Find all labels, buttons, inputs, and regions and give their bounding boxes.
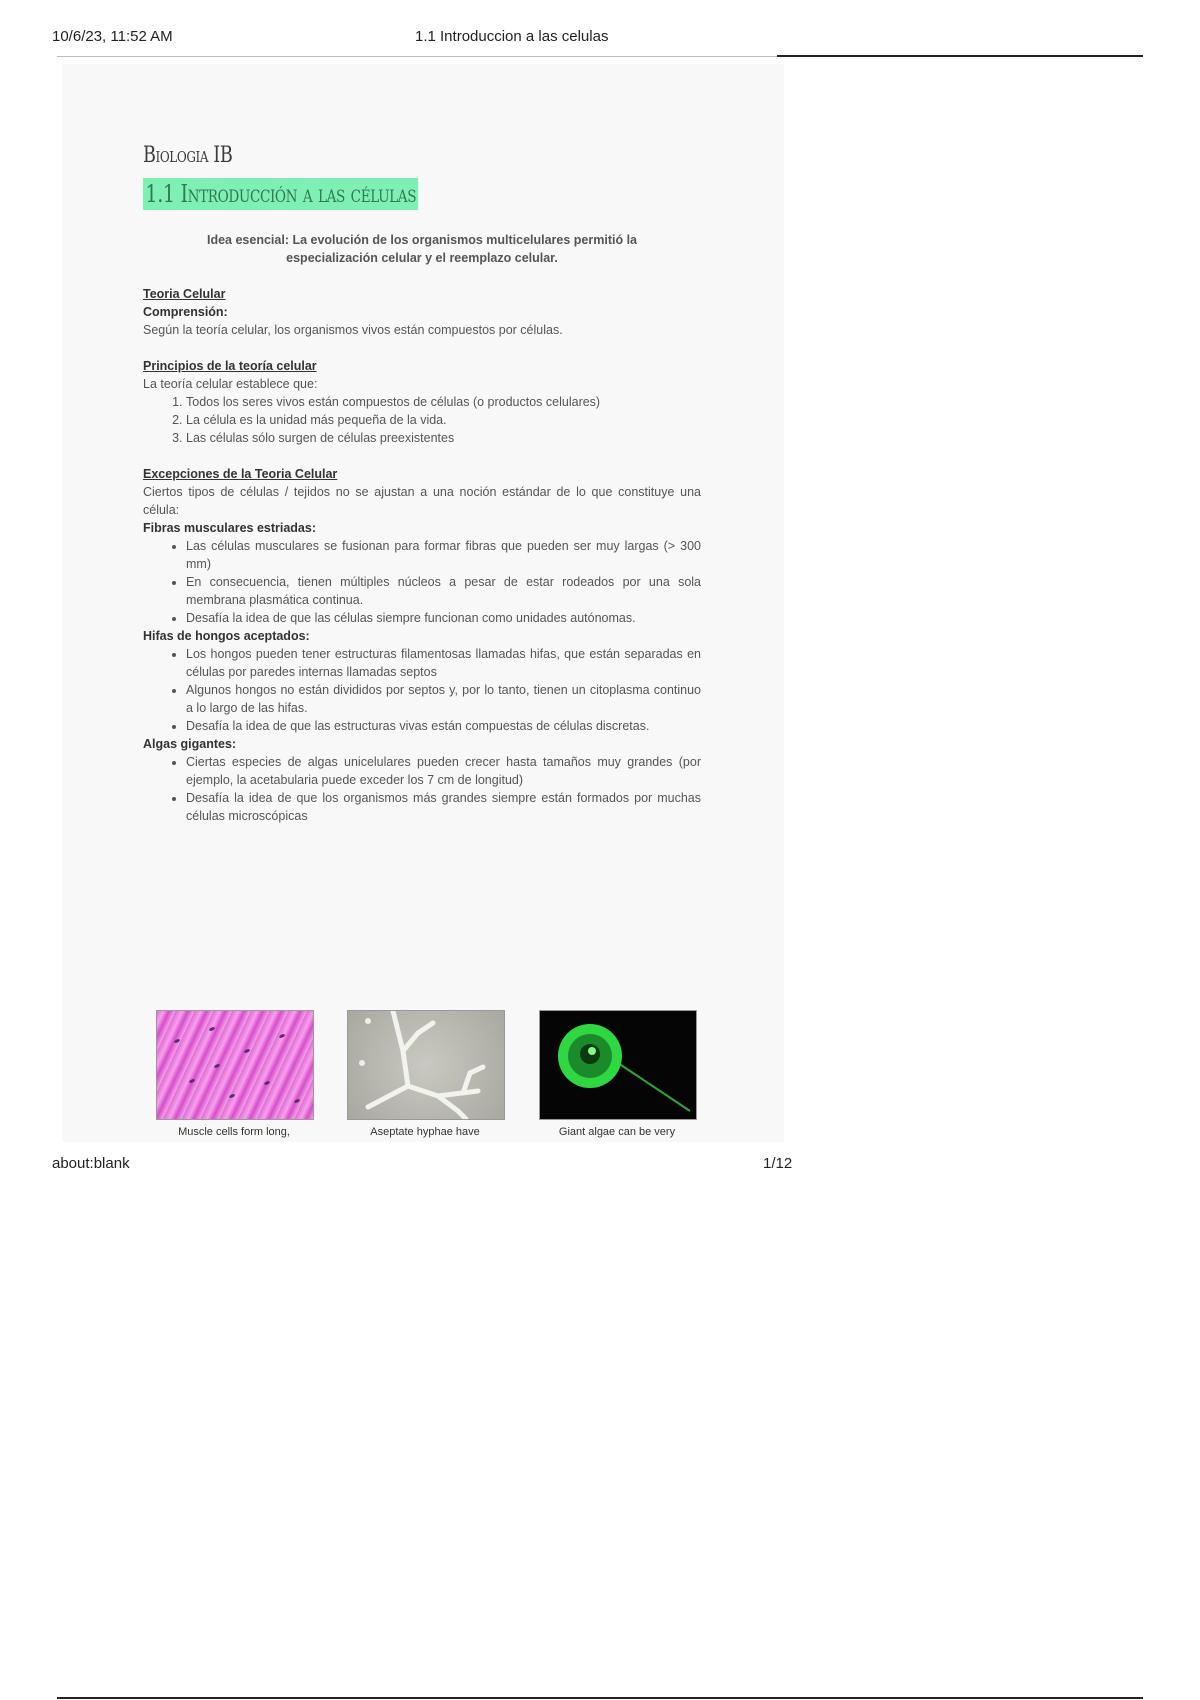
figure-giant-algae: [539, 1010, 697, 1120]
list-item: 3. Las células sólo surgen de células preexistentes: [186, 429, 701, 447]
section-heading: Principios de la teoría celular: [143, 359, 317, 373]
list-item: • Desafía la idea de que las células siempre funcionan como unidades autónomas.: [186, 609, 701, 627]
idea-esencial: Idea esencial: La evolución de los organismos multicelulares permitió la especialización celular y el reemplazo celular.: [207, 233, 637, 265]
subsection-heading: Algas gigantes:: [143, 737, 237, 751]
section-teoria-celular: [143, 285, 701, 339]
list-item: • En consecuencia, tienen múltiples núcleos a pesar de estar rodeados por una sola membrana plasmática continua.: [186, 573, 701, 609]
paragraph: La teoría celular establece que:: [143, 377, 318, 391]
principles-list: [143, 393, 701, 447]
figure-hyphae: [347, 1010, 505, 1120]
list-item: 2. La célula es la unidad más pequeña de la vida.: [186, 411, 701, 429]
print-footer-page-number: 1/12: [763, 1155, 793, 1172]
hyphae-filament-icon: [348, 1011, 504, 1119]
section-subheading: Comprensión:: [143, 305, 228, 319]
figure-caption: Aseptate hyphae have: [370, 1126, 480, 1138]
paragraph: Según la teoría celular, los organismos vivos están compuestos por células.: [143, 323, 563, 337]
list-item: • Desafía la idea de que los organismos más grandes siempre están formados por muchas células microscópicas: [186, 789, 701, 825]
figure-caption: Giant algae can be very: [558, 1126, 676, 1138]
section-heading: Excepciones de la Teoria Celular: [143, 467, 338, 481]
algas-list: [143, 753, 701, 825]
list-item: • Ciertas especies de algas unicelulares pueden crecer hasta tamaños muy grandes (por ejemplo, la acetabularia puede exceder los 7 cm de longitud): [186, 753, 701, 789]
print-header-title: 1.1 Introduccion a las celulas: [415, 28, 609, 45]
muscle-nuclei-icon: [157, 1011, 313, 1119]
list-item: • Desafía la idea de que las estructuras vivas están compuestas de células discretas.: [186, 717, 701, 735]
subsection-heading: Fibras musculares estriadas:: [143, 521, 316, 535]
figure-muscle-cells: [156, 1010, 314, 1120]
list-item: • Los hongos pueden tener estructuras filamentosas llamadas hifas, que están separadas en células por paredes internas llamadas septos: [186, 645, 701, 681]
section-heading: Teoria Celular: [143, 287, 226, 301]
print-header-datetime: 10/6/23, 11:52 AM: [52, 28, 173, 45]
print-footer-url: about:blank: [52, 1155, 130, 1172]
list-item: • Las células musculares se fusionan para formar fibras que pueden ser muy largas (> 300 mm): [186, 537, 701, 573]
fibras-list: [143, 537, 701, 627]
hifas-list: [143, 645, 701, 735]
section-excepciones: [143, 465, 701, 825]
header-divider: [57, 56, 777, 57]
list-item: • Algunos hongos no están divididos por septos y, por lo tanto, tienen un citoplasma continuo a lo largo de las hifas.: [186, 681, 701, 717]
list-item: 1. Todos los seres vivos están compuestos de células (o productos celulares): [186, 393, 701, 411]
section-principios: [143, 357, 701, 447]
paragraph: Ciertos tipos de células / tejidos no se ajustan a una noción estándar de lo que constituye una célula:: [143, 485, 701, 517]
subject-title: Biologia IB: [143, 143, 233, 168]
figure-caption: Muscle cells form long,: [178, 1126, 290, 1138]
bottom-divider: [57, 1697, 1143, 1699]
subsection-heading: Hifas de hongos aceptados:: [143, 629, 310, 643]
header-divider-dark: [777, 55, 1143, 57]
unit-title: 1.1 Introducción a las células: [143, 178, 419, 210]
algae-cell-icon: [540, 1011, 696, 1119]
